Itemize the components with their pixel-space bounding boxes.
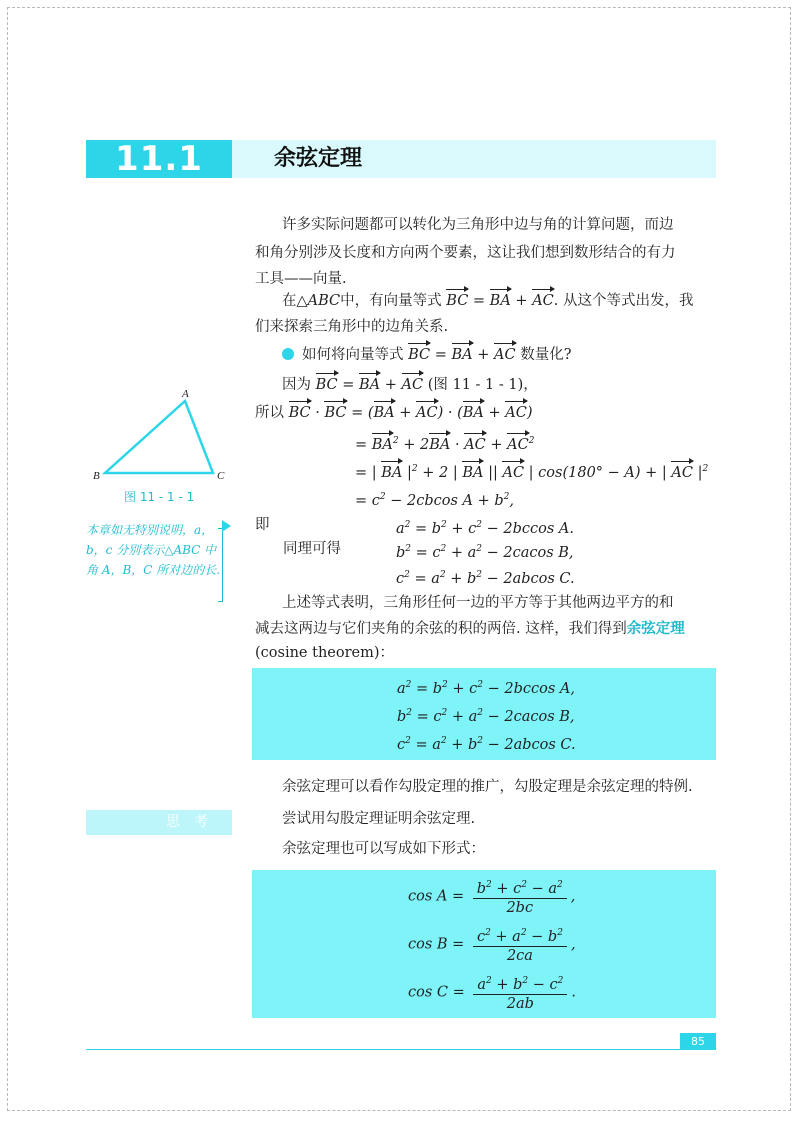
- intro-para-2-line-2: 们来探索三角形中的边角关系.: [255, 319, 449, 335]
- cos-a-formula: cos A = $\frac{b^2 + c^2 - a^2}{2bc}$ ,: [408, 876, 575, 917]
- footer-line: [86, 1049, 716, 1050]
- side-note-arrow-icon: [222, 520, 231, 532]
- theorem-a: $a^2 = b^2 + c^2 - 2bccos$ A,: [397, 680, 575, 697]
- think-label: 思考: [166, 814, 222, 830]
- cosine-theorem-term: 余弦定理: [626, 621, 685, 637]
- side-note: 本章如无特别说明，a，b，c 分别表示△ABC 中角 A，B，C 所对边的长.: [86, 523, 221, 577]
- figure-caption: 图 11 - 1 - 1: [124, 490, 195, 504]
- side-note-bracket: [218, 528, 223, 602]
- triangle-abc: [105, 401, 213, 473]
- intro-line-2: 和角分别涉及长度和方向两个要素，这让我们想到数形结合的有力: [255, 245, 676, 261]
- theorem-b: $b^2 = c^2 + a^2 - 2cacos$ B,: [397, 708, 575, 725]
- derivation-step-2: = $BA^2 + 2BA$ · AC + $AC^2$: [355, 428, 534, 458]
- cos-c-formula: cos C = $\frac{a^2 + b^2 - c^2}{2ab}$ .: [408, 972, 576, 1013]
- theorem-c: $c^2 = a^2 + b^2 - 2abcos$ C.: [397, 736, 576, 753]
- think-line-1: 余弦定理可以看作勾股定理的推广，勾股定理是余弦定理的特例.: [282, 779, 693, 795]
- derivation-step-4: = $c^2 - 2cbcos$ $A + b^2$,: [355, 492, 514, 509]
- derivation-ji: 即: [255, 517, 270, 533]
- conclusion-line-3: (cosine theorem)：: [255, 645, 395, 661]
- result-a: $a^2 = b^2 + c^2 - 2bccos$ A.: [396, 520, 574, 537]
- vertex-b-label: B: [93, 470, 100, 482]
- intro-line-1: 许多实际问题都可以转化为三角形中边与角的计算问题，而边: [282, 217, 674, 233]
- question: 如何将向量等式 BC = BA + AC 数量化?: [282, 342, 572, 368]
- theorem-box: [252, 668, 716, 760]
- question-bullet-icon: [282, 348, 294, 360]
- vertex-a-label: A: [182, 388, 189, 400]
- conclusion-line-1: 上述等式表明，三角形任何一边的平方等于其他两边平方的和: [282, 595, 674, 611]
- vertex-c-label: C: [217, 470, 225, 482]
- derivation-so: 所以 BC · BC = (BA + AC) · (BA + AC): [255, 400, 533, 426]
- think-line-2: 尝试用勾股定理证明余弦定理.: [282, 811, 476, 827]
- derivation-step-3: = | BA $|^2 + 2$ | BA || AC | cos(180° − A) + | AC $|^2$: [355, 456, 708, 486]
- section-number: 11.1: [115, 139, 203, 179]
- think-line-3: 余弦定理也可以写成如下形式：: [282, 841, 485, 857]
- cos-b-formula: cos B = $\frac{c^2 + a^2 - b^2}{2ca}$ ,: [408, 924, 576, 965]
- cosine-fraction-box: [252, 870, 716, 1018]
- intro-para-2-line-1: 在△ABC中，有向量等式 BC = BA + AC. 从这个等式出发，我: [282, 288, 693, 314]
- derivation-because: 因为 BC = BA + AC (图 11 - 1 - 1)，: [282, 372, 538, 398]
- result-b: $b^2 = c^2 + a^2 - 2cacos$ B,: [396, 544, 574, 561]
- intro-line-3: 工具——向量.: [255, 271, 347, 287]
- derivation-tongli: 同理可得: [283, 541, 341, 557]
- conclusion-line-2: 减去这两边与它们夹角的余弦的积的两倍. 这样，我们得到余弦定理: [255, 621, 685, 637]
- page-number: 85: [680, 1033, 716, 1050]
- triangle-figure: [90, 385, 240, 485]
- section-title: 余弦定理: [274, 146, 363, 171]
- result-c: $c^2 = a^2 + b^2 - 2abcos$ C.: [396, 570, 575, 587]
